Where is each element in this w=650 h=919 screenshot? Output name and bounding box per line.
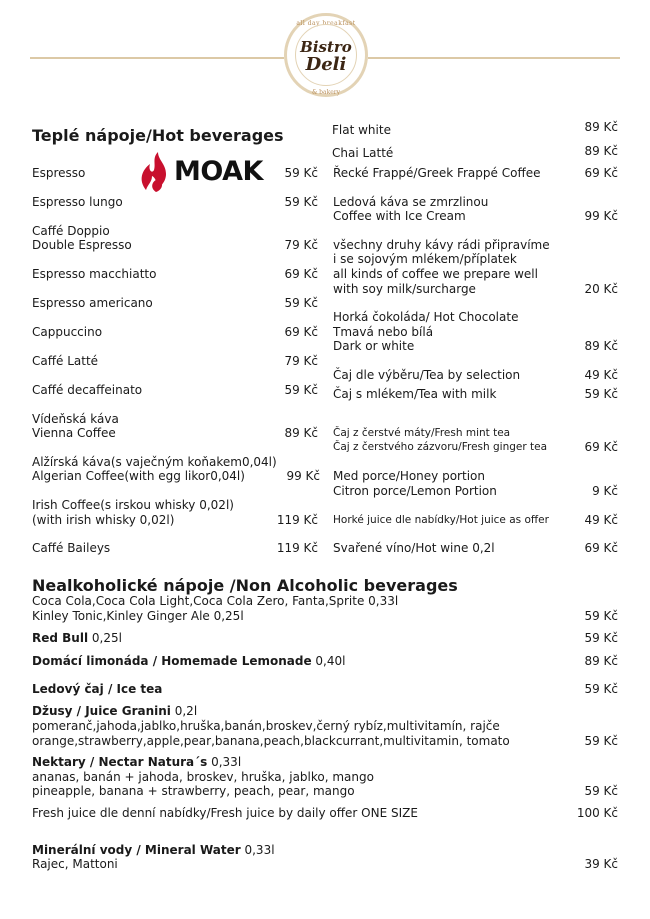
menu-item-name: Coca Cola,Coca Cola Light,Coca Cola Zero, Fanta,Sprite 0,33l: [32, 594, 399, 608]
menu-item-price: 49 Kč: [584, 513, 618, 527]
menu-item-name: Čaj dle výběru/Tea by selection: [333, 368, 521, 382]
menu-item-name-en: Coffee with Ice Cream: [333, 209, 466, 223]
menu-item-price: 99 Kč: [286, 469, 320, 483]
menu-item-price: 59 Kč: [284, 383, 318, 397]
menu-item-name-en: Double Espresso: [32, 238, 132, 252]
menu-item-name: Kinley Tonic,Kinley Ginger Ale 0,25l: [32, 609, 244, 623]
menu-item-name: [32, 682, 162, 697]
menu-item-price: 119 Kč: [276, 541, 318, 555]
menu-item-name: Irish Coffee(s irskou whisky 0,02l): [32, 498, 234, 512]
menu-item-name: Alžírská káva(s vaječným koňakem0,04l): [32, 455, 277, 469]
menu-item-name: Flat white: [332, 123, 391, 137]
menu-item-volume: 0,2l: [170, 704, 198, 718]
menu-item-name: Čaj z čerstvé máty/Fresh mint tea: [333, 427, 511, 439]
menu-item-name: Čaj z čerstvého zázvoru/Fresh ginger tea: [333, 441, 548, 453]
menu-item-price: 49 Kč: [584, 368, 618, 382]
menu-item-price: 119 Kč: [276, 513, 318, 527]
menu-item-bold: Red Bull: [32, 631, 89, 645]
menu-item-name: Citron porce/Lemon Portion: [333, 484, 497, 498]
menu-item-bold: Nektary / Nectar Natura´s: [32, 755, 208, 769]
menu-item-bold: Domácí limonáda / Homemade Lemonade: [32, 654, 312, 668]
menu-item-price: 89 Kč: [284, 426, 318, 440]
menu-item-name: Fresh juice dle denní nabídky/Fresh juice by daily offer ONE SIZE: [32, 806, 418, 820]
header-rule-right: [368, 57, 620, 59]
menu-note-en: with soy milk/surcharge: [333, 282, 476, 296]
menu-note: i se sojovým mlékem/příplatek: [333, 252, 517, 266]
menu-item-name-en: Algerian Coffee(with egg likor0,04l): [32, 469, 245, 483]
menu-item-bold: Ledový čaj / Ice tea: [32, 682, 163, 696]
menu-item-price: 79 Kč: [284, 354, 318, 368]
menu-item-variant-en: Dark or white: [333, 339, 415, 353]
menu-item-price: 20 Kč: [584, 282, 618, 296]
menu-item-price: 89 Kč: [584, 120, 618, 134]
menu-item-price: 59 Kč: [584, 784, 618, 798]
menu-item-price: 69 Kč: [584, 166, 618, 180]
menu-item-price: 89 Kč: [584, 654, 618, 668]
menu-item-name: Caffé Baileys: [32, 541, 111, 555]
menu-item-price: 69 Kč: [284, 325, 318, 339]
menu-item-name-en: Vienna Coffee: [32, 426, 116, 440]
menu-note: všechny druhy kávy rádi připravíme: [333, 238, 550, 252]
menu-item-flavors: ananas, banán + jahoda, broskev, hruška, jablko, mango: [32, 770, 374, 784]
menu-item-price: 59 Kč: [584, 631, 618, 645]
menu-item-name: Cappuccino: [32, 325, 103, 339]
logo-tagline-bottom: & bakery: [311, 89, 341, 96]
menu-item-name: Espresso macchiatto: [32, 267, 157, 281]
menu-item-brands: Rajec, Mattoni: [32, 857, 118, 871]
logo-name-bistro: Bistro: [300, 38, 352, 56]
menu-item-variant: Tmavá nebo bílá: [333, 325, 434, 339]
menu-item-name: [32, 631, 122, 646]
menu-item-price: 59 Kč: [284, 296, 318, 310]
hot-beverages-title: Teplé nápoje/Hot beverages: [32, 126, 284, 145]
menu-item-name: Caffé Latté: [32, 354, 99, 368]
menu-item-name: Ledová káva se zmrzlinou: [333, 195, 489, 209]
menu-item-name: Espresso: [32, 166, 86, 180]
menu-item-flavors: pomeranč,jahoda,jablko,hruška,banán,broskev,černý rybíz,multivitamín, rajče: [32, 719, 500, 733]
menu-item-name: Espresso americano: [32, 296, 153, 310]
menu-item-price: 100 Kč: [576, 806, 618, 820]
menu-item-volume: 0,33l: [207, 755, 242, 769]
menu-item-price: 69 Kč: [584, 440, 618, 454]
menu-item-price: 59 Kč: [284, 166, 318, 180]
menu-item-name: Caffé Doppio: [32, 224, 110, 238]
menu-item-name: Svařené víno/Hot wine 0,2l: [333, 541, 495, 555]
menu-item-price: 69 Kč: [584, 541, 618, 555]
menu-item-price: 89 Kč: [584, 339, 618, 353]
non-alcoholic-title: Nealkoholické nápoje /Non Alcoholic beverages: [32, 576, 458, 595]
menu-item-name: Caffé decaffeinato: [32, 383, 143, 397]
menu-item-price: 99 Kč: [584, 209, 618, 223]
menu-item-price: 9 Kč: [592, 484, 618, 498]
menu-item-price: 39 Kč: [584, 857, 618, 871]
menu-item-name: Vídeňská káva: [32, 412, 119, 426]
menu-item-name: Med porce/Honey portion: [333, 469, 485, 483]
menu-item-name: Chai Latté: [332, 146, 394, 160]
menu-item-volume: 0,40l: [311, 654, 346, 668]
menu-note-en: all kinds of coffee we prepare well: [333, 267, 538, 281]
bistro-deli-logo: [284, 13, 368, 97]
menu-item-price: 59 Kč: [284, 195, 318, 209]
menu-item-name: [32, 654, 345, 669]
menu-item-price: 59 Kč: [584, 609, 618, 623]
menu-item-name: Horká čokoláda/ Hot Chocolate: [333, 310, 519, 324]
logo-tagline-top: all day breakfast: [296, 20, 356, 27]
header-rule-left: [30, 57, 284, 59]
menu-item-name: [32, 755, 241, 770]
menu-item-name: Řecké Frappé/Greek Frappé Coffee: [333, 166, 541, 180]
menu-item-name: [32, 843, 275, 858]
menu-item-price: 59 Kč: [584, 682, 618, 696]
menu-item-price: 69 Kč: [284, 267, 318, 281]
menu-item-name: [32, 704, 197, 719]
moak-wordmark: MOAK: [174, 156, 263, 187]
menu-item-name: Espresso lungo: [32, 195, 123, 209]
menu-item-price: 89 Kč: [584, 144, 618, 158]
menu-item-name: Horké juice dle nabídky/Hot juice as offer: [333, 514, 549, 526]
menu-item-flavors-en: pineapple, banana + strawberry, peach, pear, mango: [32, 784, 355, 798]
logo-name-deli: Deli: [305, 54, 347, 75]
menu-item-price: 59 Kč: [584, 734, 618, 748]
menu-item-bold: Džusy / Juice Granini: [32, 704, 171, 718]
menu-item-flavors-en: orange,strawberry,apple,pear,banana,peach,blackcurrant,multivitamin, tomato: [32, 734, 510, 748]
moak-logo: [136, 150, 264, 194]
menu-item-volume: 0,25l: [88, 631, 122, 645]
menu-item-price: 59 Kč: [584, 387, 618, 401]
menu-item-bold: Minerální vody / Mineral Water: [32, 843, 241, 857]
menu-item-volume: 0,33l: [240, 843, 275, 857]
menu-item-name-en: (with irish whisky 0,02l): [32, 513, 175, 527]
menu-item-name: Čaj s mlékem/Tea with milk: [333, 387, 497, 401]
menu-item-price: 79 Kč: [284, 238, 318, 252]
